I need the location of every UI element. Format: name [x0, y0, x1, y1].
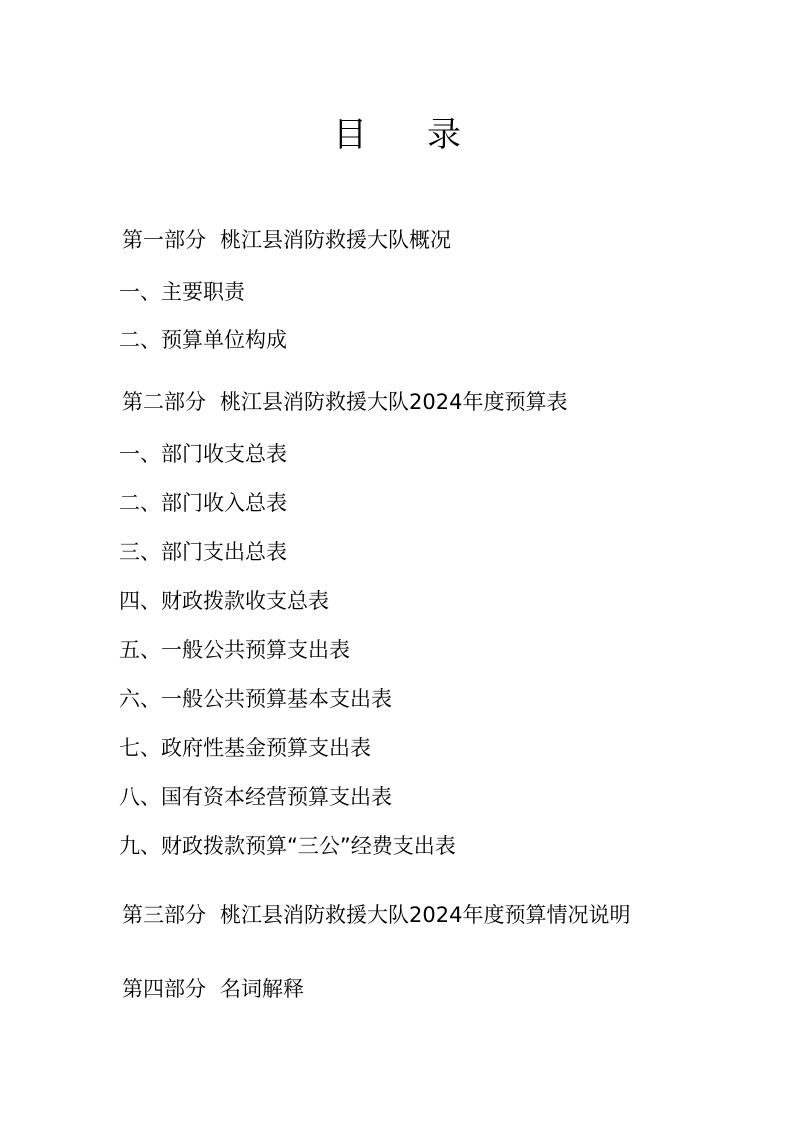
toc-item[interactable]: 二、部门收入总表 — [119, 491, 287, 515]
part-label: 第一部分 — [122, 228, 206, 252]
toc-item[interactable]: 三、部门支出总表 — [119, 540, 287, 564]
toc-item[interactable]: 二、预算单位构成 — [119, 328, 287, 352]
title-char-2: 录 — [427, 115, 461, 155]
toc-part-4[interactable] — [122, 975, 304, 1003]
part-label: 第四部分 — [122, 977, 206, 1001]
part-title: 名词解释 — [220, 977, 304, 1001]
toc-part-2[interactable] — [122, 388, 567, 416]
part-title: 桃江县消防救援大队概况 — [220, 228, 451, 252]
toc-item[interactable]: 七、政府性基金预算支出表 — [119, 736, 371, 760]
toc-item[interactable]: 八、国有资本经营预算支出表 — [119, 785, 392, 809]
toc-part-1[interactable] — [122, 226, 451, 254]
toc-item[interactable]: 九、财政拨款预算“三公”经费支出表 — [119, 834, 456, 858]
toc-item[interactable]: 一、部门收支总表 — [119, 442, 287, 466]
toc-part-3[interactable] — [122, 901, 630, 929]
title-char-1: 目 — [333, 115, 367, 155]
toc-item[interactable]: 一、主要职责 — [119, 280, 245, 304]
toc-item[interactable]: 六、一般公共预算基本支出表 — [119, 687, 392, 711]
toc-item[interactable]: 四、财政拨款收支总表 — [119, 589, 329, 613]
part-title: 桃江县消防救援大队2024年度预算情况说明 — [220, 903, 631, 927]
toc-item[interactable]: 五、一般公共预算支出表 — [119, 638, 350, 662]
part-title: 桃江县消防救援大队2024年度预算表 — [220, 390, 568, 414]
part-label: 第三部分 — [122, 903, 206, 927]
part-label: 第二部分 — [122, 390, 206, 414]
page-title — [0, 112, 794, 158]
